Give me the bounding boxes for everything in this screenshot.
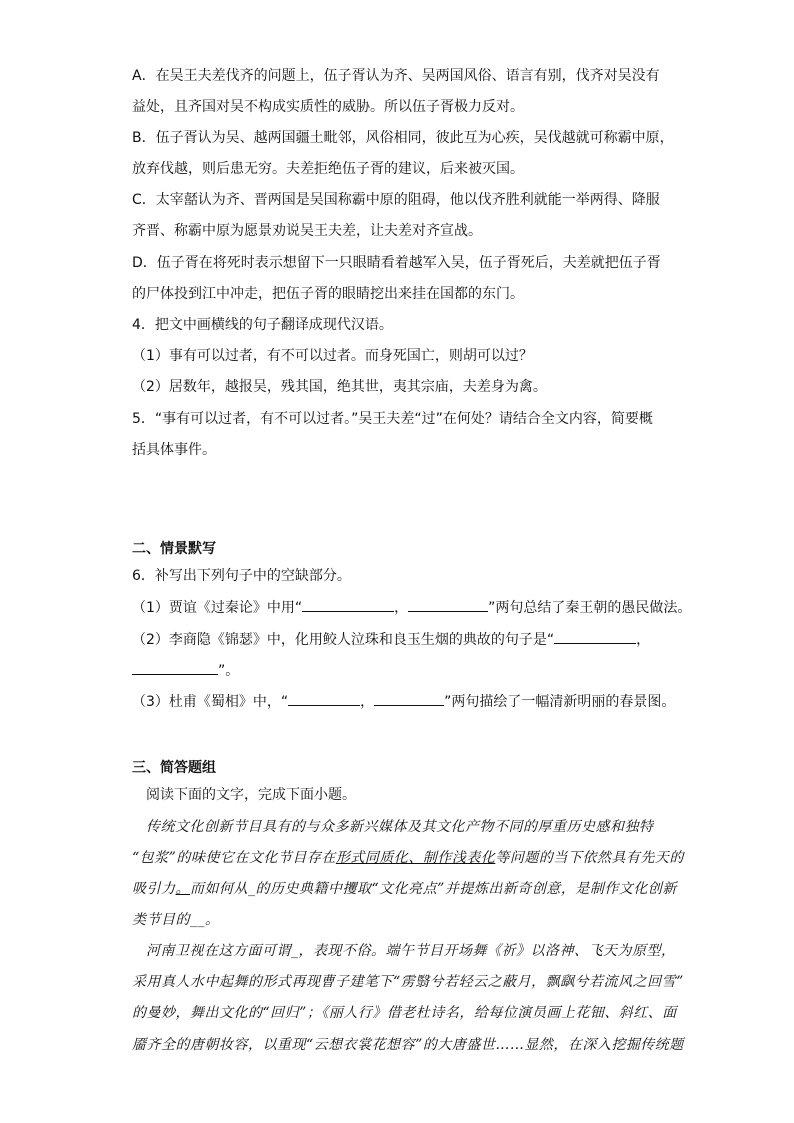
q6-item-3-suffix: ”两句描绘了一幅清新明丽的春景图。	[444, 694, 676, 710]
option-d-line-2: 的尸体投到江中冲走，把伍子胥的眼睛挖出来挂在国都的东门。	[132, 286, 524, 302]
answer-blank[interactable]	[374, 691, 444, 706]
question-5-line-1: 5．“事有可以过者，有不可以过者。”吴王夫差“过”在何处？请结合全文内容，简要概	[132, 411, 653, 427]
section-2-title: 二、情景默写	[132, 541, 216, 557]
answer-blank[interactable]	[302, 597, 394, 612]
option-c-line-2: 齐晋、称霸中原为愿景劝说吴王夫差，让夫差对齐宣战。	[132, 223, 482, 239]
q6-item-2-prefix: （2）李商隐《锦瑟》中，化用鲛人泣珠和良玉生烟的典故的句子是“	[132, 632, 555, 648]
q6-item-1-prefix: （1）贾谊《过秦论》中用“	[132, 600, 303, 616]
q6-item-2-suffix: ”。	[218, 663, 240, 679]
passage-p1-line-3	[132, 879, 677, 899]
passage-p1-line-1: 传统文化创新节目具有的与众多新兴媒体及其文化产物不同的厚重历史感和独特	[146, 819, 654, 835]
answer-blank[interactable]	[132, 660, 218, 675]
answer-blank[interactable]	[288, 691, 360, 706]
question-6-item-3	[132, 691, 675, 712]
answer-blank[interactable]	[554, 629, 636, 644]
question-6-stem: 6．补写出下列句子中的空缺部分。	[132, 568, 351, 584]
option-c-line-1: C．太宰嚭认为齐、晋两国是吴国称霸中原的阻碍，他以伐齐胜利就能一举两得、降服	[132, 192, 660, 208]
passage-p1-line-2	[132, 848, 684, 868]
question-4-sentence-2: （2）居数年，越报吴，残其国，绝其世，夷其宗庙，夫差身为禽。	[132, 379, 547, 395]
question-4-sentence-1: （1）事有可以过者，有不可以过者。而身死国亡，则胡可以过？	[132, 348, 533, 364]
q6-item-1-comma: ，	[394, 600, 409, 616]
option-a-line-2: 益处，且齐国对吴不构成实质性的威胁。所以伍子胥极力反对。	[132, 99, 524, 115]
section-3-title: 三、简答题组	[132, 760, 216, 776]
option-b-line-1: B．伍子胥认为吴、越两国疆土毗邻，风俗相同，彼此互为心疾，吴伐越就可称霸中原，	[132, 130, 674, 146]
passage-p2-line-4: 靥齐全的唐朝妆容，以重现“云想衣裳花想容”的大唐盛世……显然，在深入挖掘传统题	[132, 1037, 684, 1053]
question-6-item-1	[132, 597, 691, 618]
option-a-line-1: A．在吴王夫差伐齐的问题上，伍子胥认为齐、吴两国风俗、语言有别，伐齐对吴没有	[132, 68, 660, 84]
passage-text: 而如何从_的历史典籍中攫取“文化亮点”并提炼出新奇创意，是制作文化创新	[190, 881, 677, 897]
option-b-line-2: 放弃伐越，则后患无穷。夫差拒绝伍子胥的建议，后来被灭国。	[132, 161, 524, 177]
passage-p2-line-2: 采用真人水中起舞的形式再现曹子建笔下“雳翳兮若轻云之蔽月，飘飖兮若流风之回雪”	[132, 974, 684, 990]
underlined-text: 。	[175, 881, 190, 897]
passage-p2-line-3: 的曼妙，舞出文化的“回归”；《丽人行》借老杜诗名，给每位演员画上花钿、斜红、面	[132, 1005, 677, 1021]
passage-text: “包浆”的味使它在文化节目存在	[132, 850, 336, 866]
question-6-item-2	[132, 629, 650, 650]
answer-blank[interactable]	[408, 597, 488, 612]
question-6-item-2-cont	[132, 660, 239, 681]
q6-item-3-prefix: （3）杜甫《蜀相》中，“	[132, 694, 289, 710]
q6-item-2-comma: ，	[636, 632, 651, 648]
passage-text: 等问题的当下依然具有先天的	[495, 850, 684, 866]
question-4-stem: 4．把文中画横线的句子翻译成现代汉语。	[132, 317, 393, 333]
passage-text: 吸引力	[132, 881, 176, 897]
underlined-text: 形式同质化、制作浅表化	[335, 850, 496, 866]
reading-instruction: 阅读下面的文字，完成下面小题。	[146, 787, 356, 803]
passage-p1-line-4: 类节目的__。	[132, 912, 220, 928]
q6-item-3-comma: ，	[360, 694, 375, 710]
passage-p2-line-1: 河南卫视在这方面可谓_，表现不俗。端午节目开场舞《祈》以洛神、飞天为原型，	[146, 943, 676, 959]
q6-item-1-suffix: ”两句总结了秦王朝的愚民做法。	[488, 600, 692, 616]
question-5-line-2: 括具体事件。	[132, 442, 216, 458]
option-d-line-1: D．伍子胥在将死时表示想留下一只眼睛看着越军入吴，伍子胥死后，夫差就把伍子胥	[132, 255, 661, 271]
